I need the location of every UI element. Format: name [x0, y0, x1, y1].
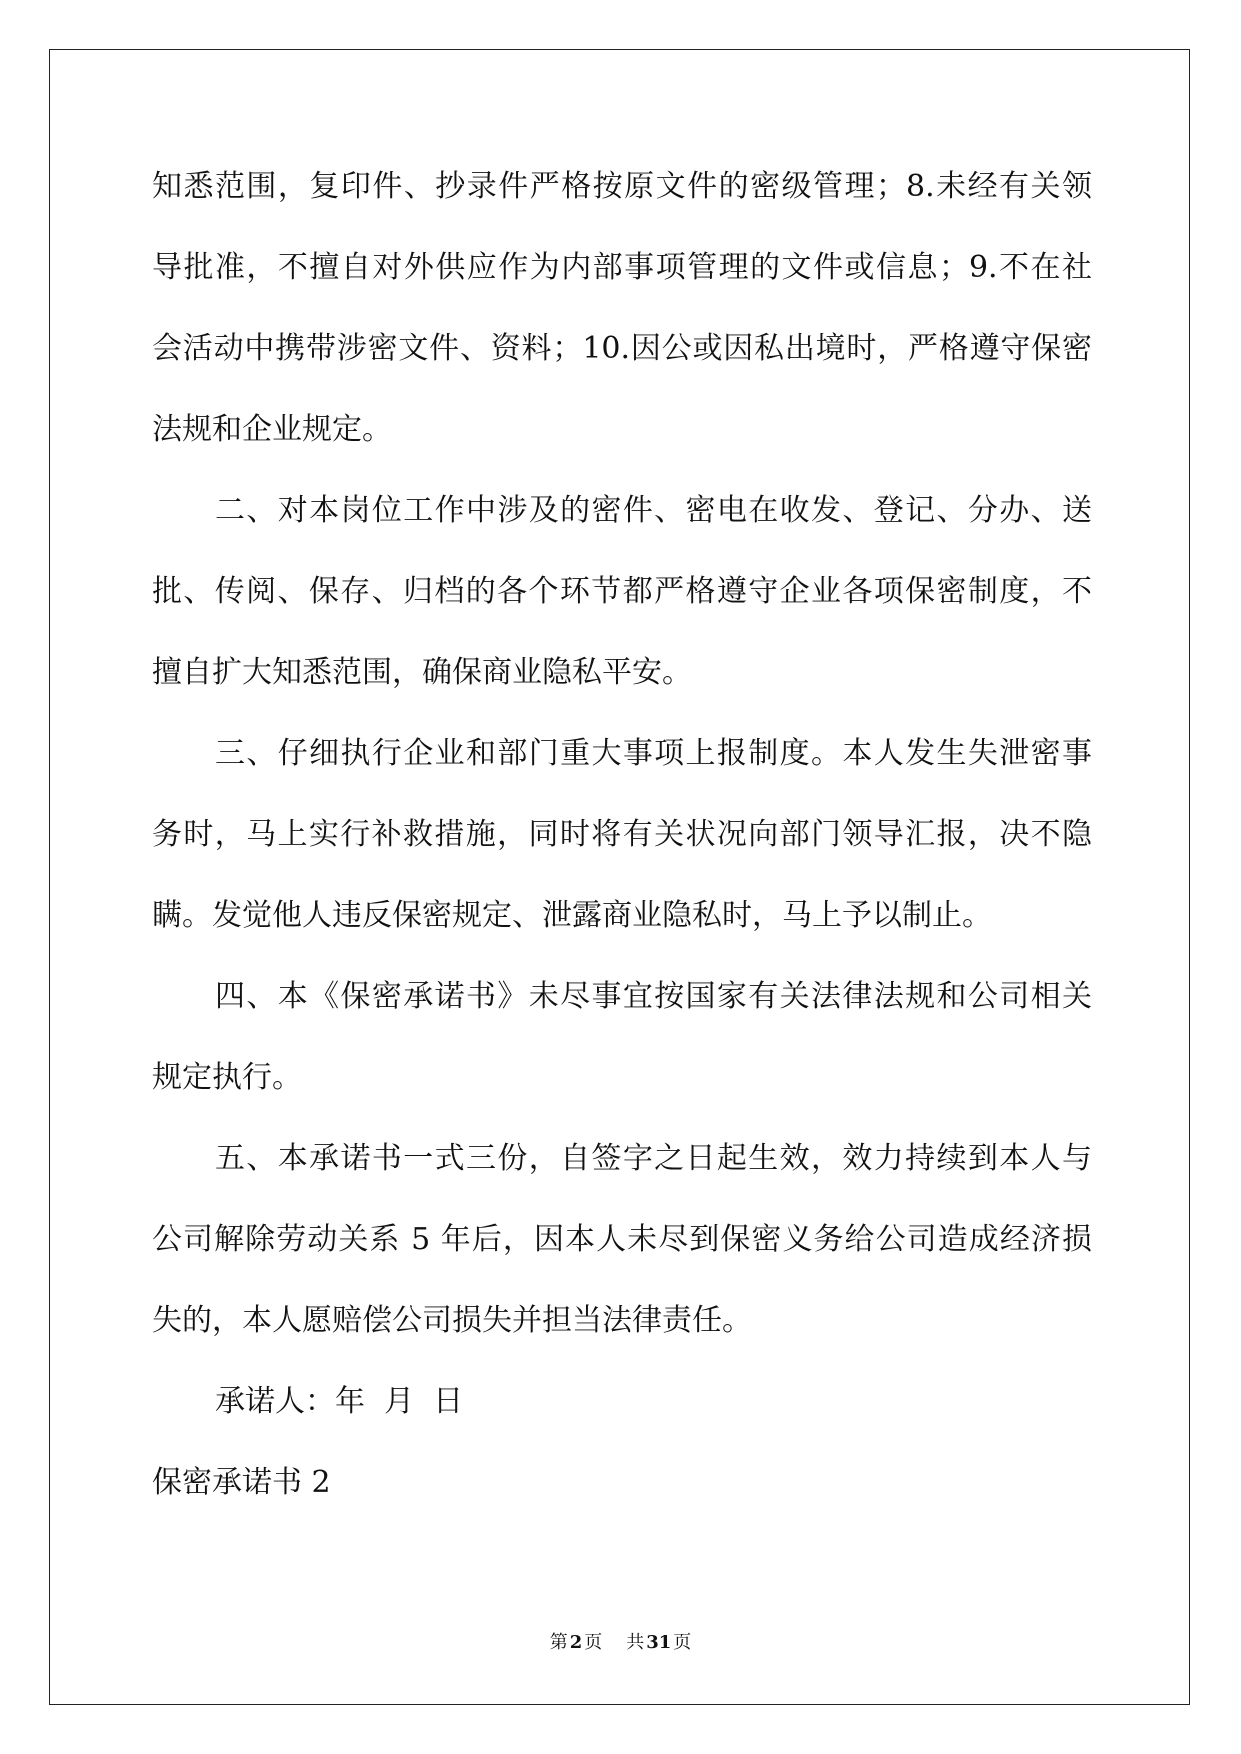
paragraph-line: 法规和企业规定。 [152, 412, 392, 447]
paragraph-line: 四、本《保密承诺书》未尽事宜按国家有关法律法规和公司相关 [215, 979, 1092, 1014]
paragraph-line: 导批准，不擅自对外供应作为内部事项管理的文件或信息；9.不在社 [152, 250, 1092, 285]
page-footer [0, 1628, 1241, 1654]
paragraph-line: 规定执行。 [152, 1060, 302, 1095]
paragraph-line: 公司解除劳动关系 5 年后，因本人未尽到保密义务给公司造成经济损 [152, 1222, 1092, 1257]
page-number: 2 [569, 1632, 583, 1653]
paragraph-line: 三、仔细执行企业和部门重大事项上报制度。本人发生失泄密事 [215, 736, 1092, 771]
paragraph-line: 五、本承诺书一式三份，自签字之日起生效，效力持续到本人与 [215, 1141, 1092, 1176]
paragraph-line: 会活动中携带涉密文件、资料；10.因公或因私出境时，严格遵守保密 [152, 331, 1092, 366]
paragraph-line: 二、对本岗位工作中涉及的密件、密电在收发、登记、分办、送 [215, 493, 1092, 528]
section-heading: 保密承诺书 2 [152, 1465, 331, 1500]
paragraph-line: 瞒。发觉他人违反保密规定、泄露商业隐私时，马上予以制止。 [152, 898, 992, 933]
total-suffix: 页 [673, 1632, 692, 1653]
paragraph-line: 失的，本人愿赔偿公司损失并担当法律责任。 [152, 1303, 752, 1338]
page-prefix: 第 [549, 1632, 568, 1653]
page-suffix: 页 [584, 1632, 603, 1653]
signature-line: 承诺人：年 月 日 [215, 1384, 464, 1419]
total-pages: 31 [646, 1632, 672, 1653]
total-prefix: 共 [626, 1632, 645, 1653]
document-body [152, 163, 1092, 1540]
paragraph-line: 知悉范围，复印件、抄录件严格按原文件的密级管理；8.未经有关领 [152, 169, 1092, 204]
paragraph-line: 务时，马上实行补救措施，同时将有关状况向部门领导汇报，决不隐 [152, 817, 1092, 852]
paragraph-line: 擅自扩大知悉范围，确保商业隐私平安。 [152, 655, 692, 690]
paragraph-line: 批、传阅、保存、归档的各个环节都严格遵守企业各项保密制度，不 [152, 574, 1092, 609]
